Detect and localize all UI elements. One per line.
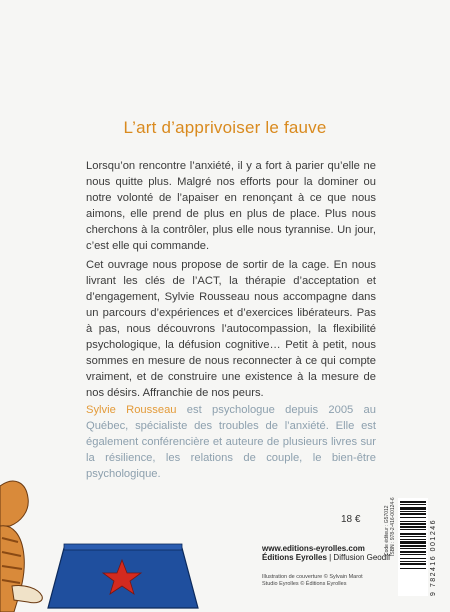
code-editeur: Code éditeur : G57012 bbox=[384, 505, 390, 556]
cat-paw bbox=[12, 585, 42, 602]
barcode-bar bbox=[400, 536, 426, 537]
distributor: | Diffusion Geodif bbox=[326, 553, 391, 562]
illustration-credit: Illustration de couverture © Sylvain Marot bbox=[262, 574, 363, 580]
barcode-bar bbox=[400, 513, 426, 515]
barcode-bar bbox=[400, 561, 426, 562]
barcode-number: 9 782416 001246 bbox=[430, 519, 437, 596]
barcode-bar bbox=[400, 507, 426, 510]
author-bio-text: est psychologue depuis 2005 au Québec, spécialiste des troubles de l’anxiété. Elle est également conférencière et auteure de plusieurs livres sur la résilience, les relations de couple, le bien-être psychologique. bbox=[86, 404, 376, 480]
barcode-bar bbox=[400, 517, 426, 518]
barcode bbox=[398, 498, 428, 596]
barcode-bar bbox=[400, 504, 426, 505]
barcode-bar bbox=[400, 526, 426, 528]
barcode-bar bbox=[400, 568, 426, 569]
publisher-website: www.editions-eyrolles.com bbox=[262, 544, 365, 553]
cat-podium-illustration bbox=[0, 468, 230, 612]
studio-credit: Studio Eyrolles © Éditions Eyrolles bbox=[262, 581, 347, 587]
barcode-bar bbox=[400, 511, 426, 512]
isbn-text: ISBN : 978-2-416-00124-6 bbox=[390, 497, 396, 556]
barcode-bar bbox=[400, 541, 426, 544]
barcode-bar bbox=[400, 539, 426, 540]
publisher-name: Éditions Eyrolles bbox=[262, 553, 327, 562]
cat-tail bbox=[0, 481, 28, 526]
barcode-bar bbox=[400, 554, 426, 555]
barcode-bar bbox=[400, 558, 426, 559]
barcode-bar bbox=[400, 551, 426, 553]
barcode-bar bbox=[400, 548, 426, 549]
barcode-bar bbox=[400, 521, 426, 522]
price: 18 € bbox=[341, 514, 361, 525]
barcode-block bbox=[382, 496, 442, 600]
barcode-bar bbox=[400, 523, 426, 525]
barcode-bar bbox=[400, 545, 426, 547]
author-name: Sylvie Rousseau bbox=[86, 404, 177, 416]
barcode-bar bbox=[400, 563, 426, 565]
barcode-bar bbox=[400, 533, 426, 535]
book-title: L’art d’apprivoiser le fauve bbox=[123, 118, 327, 137]
barcode-bar bbox=[400, 501, 426, 503]
publisher-line bbox=[262, 553, 390, 562]
description-paragraph-1: Lorsqu’on rencontre l’anxiété, il y a fort à parier qu’elle ne nous quitte plus. Malgré nos efforts pour la dominer ou notre volonté de l’apaiser en renonçant à ce que nous aimons, elle prend de plus en plus de place. Plus nous cherchons à la contrôler, plus elle nous tyrannise. Un jour, c’est elle qui commande. bbox=[86, 160, 376, 252]
barcode-bar bbox=[400, 529, 426, 530]
description-paragraph-2: Cet ouvrage nous propose de sortir de la cage. En nous livrant les clés de l’ACT, la thérapie d’acceptation et d’engagement, Sylvie Rousseau nous accompagne dans un parcours d’expériences et d’exercices libérateurs. Pas à pas, nous découvrons l’autocompassion, la flexibilité psychologique, la défusion cognitive… Petit à petit, nous sommes en mesure de nous reconnecter à ce qui compte vraiment, et de construire une existence à la mesure de nos désirs. Affranchie de nos peurs. bbox=[86, 259, 376, 399]
